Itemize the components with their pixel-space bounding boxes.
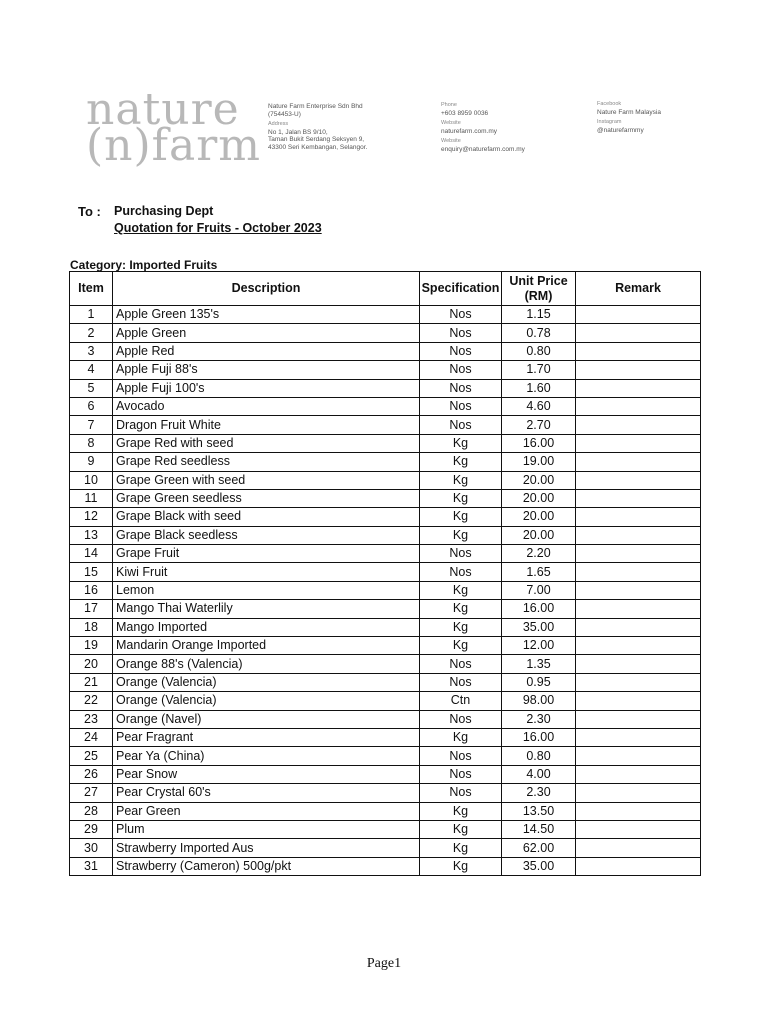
- remark-cell: [576, 839, 701, 857]
- table-row: [70, 342, 701, 360]
- specification-cell: Kg: [420, 600, 502, 618]
- remark-cell: [576, 673, 701, 691]
- specification-cell: Kg: [420, 508, 502, 526]
- description-cell: Orange (Valencia): [113, 673, 420, 691]
- item-cell: 12: [70, 508, 113, 526]
- item-cell: 5: [70, 379, 113, 397]
- specification-cell: Kg: [420, 471, 502, 489]
- item-cell: 4: [70, 361, 113, 379]
- specification-cell: Kg: [420, 489, 502, 507]
- company-name: Nature Farm Enterprise Sdn Bhd: [268, 103, 363, 110]
- remark-cell: [576, 692, 701, 710]
- specification-cell: Nos: [420, 784, 502, 802]
- remark-cell: [576, 489, 701, 507]
- social-block: [597, 101, 661, 134]
- remark-cell: [576, 820, 701, 838]
- category-title: Category: Imported Fruits: [70, 258, 218, 272]
- item-cell: 20: [70, 655, 113, 673]
- description-cell: Kiwi Fruit: [113, 563, 420, 581]
- specification-cell: Kg: [420, 526, 502, 544]
- specification-cell: Kg: [420, 453, 502, 471]
- facebook-label: Facebook: [597, 101, 622, 107]
- table-row: [70, 655, 701, 673]
- header-item: Item: [70, 272, 113, 306]
- description-cell: Mango Imported: [113, 618, 420, 636]
- specification-cell: Nos: [420, 361, 502, 379]
- description-cell: Apple Fuji 100's: [113, 379, 420, 397]
- table-row: [70, 453, 701, 471]
- table-row: [70, 637, 701, 655]
- table-row: [70, 361, 701, 379]
- specification-cell: Nos: [420, 655, 502, 673]
- quotation-subject: Quotation for Fruits - October 2023: [114, 221, 322, 235]
- header-unit-price-line2: (RM): [524, 288, 553, 303]
- description-cell: Orange 88's (Valencia): [113, 655, 420, 673]
- specification-cell: Kg: [420, 820, 502, 838]
- item-cell: 31: [70, 857, 113, 875]
- remark-cell: [576, 581, 701, 599]
- unit-price-cell: 0.80: [502, 747, 576, 765]
- table-row: [70, 673, 701, 691]
- table-row: [70, 747, 701, 765]
- specification-cell: Ctn: [420, 692, 502, 710]
- item-cell: 23: [70, 710, 113, 728]
- table-row: [70, 526, 701, 544]
- quotation-table: [69, 271, 701, 876]
- description-cell: Grape Black with seed: [113, 508, 420, 526]
- description-cell: Grape Red with seed: [113, 434, 420, 452]
- instagram-label: Instagram: [597, 119, 622, 126]
- table-row: [70, 563, 701, 581]
- item-cell: 19: [70, 637, 113, 655]
- table-row: [70, 600, 701, 618]
- unit-price-cell: 35.00: [502, 618, 576, 636]
- description-cell: Pear Crystal 60's: [113, 784, 420, 802]
- description-cell: Lemon: [113, 581, 420, 599]
- unit-price-cell: 1.65: [502, 563, 576, 581]
- remark-cell: [576, 434, 701, 452]
- unit-price-cell: 13.50: [502, 802, 576, 820]
- description-cell: Apple Fuji 88's: [113, 361, 420, 379]
- specification-cell: Nos: [420, 324, 502, 342]
- address-line-1: No 1, Jalan BS 9/10,: [268, 128, 328, 136]
- description-cell: Mango Thai Waterlily: [113, 600, 420, 618]
- specification-cell: Kg: [420, 857, 502, 875]
- unit-price-cell: 4.60: [502, 397, 576, 415]
- remark-cell: [576, 655, 701, 673]
- item-cell: 25: [70, 747, 113, 765]
- table-row: [70, 728, 701, 746]
- unit-price-cell: 16.00: [502, 434, 576, 452]
- instagram-value: @naturefarmmy: [597, 126, 644, 134]
- table-row: [70, 397, 701, 415]
- specification-cell: Nos: [420, 765, 502, 783]
- header-unit-price-line1: Unit Price: [509, 273, 568, 288]
- item-cell: 18: [70, 618, 113, 636]
- table-row: [70, 324, 701, 342]
- item-cell: 2: [70, 324, 113, 342]
- specification-cell: Nos: [420, 397, 502, 415]
- specification-cell: Kg: [420, 618, 502, 636]
- description-cell: Grape Fruit: [113, 545, 420, 563]
- unit-price-cell: 20.00: [502, 526, 576, 544]
- description-cell: Strawberry (Cameron) 500g/pkt: [113, 857, 420, 875]
- description-cell: Plum: [113, 820, 420, 838]
- unit-price-cell: 20.00: [502, 508, 576, 526]
- specification-cell: Nos: [420, 563, 502, 581]
- table-row: [70, 710, 701, 728]
- specification-cell: Nos: [420, 379, 502, 397]
- unit-price-cell: 62.00: [502, 839, 576, 857]
- remark-cell: [576, 306, 701, 324]
- item-cell: 1: [70, 306, 113, 324]
- description-cell: Grape Green with seed: [113, 471, 420, 489]
- facebook-value: Nature Farm Malaysia: [597, 108, 661, 116]
- remark-cell: [576, 600, 701, 618]
- specification-cell: Kg: [420, 839, 502, 857]
- specification-cell: Kg: [420, 802, 502, 820]
- remark-cell: [576, 857, 701, 875]
- item-cell: 26: [70, 765, 113, 783]
- phone-value: +603 8959 0036: [441, 109, 489, 117]
- contact-block: [441, 102, 525, 154]
- logo-line-1: nature: [86, 84, 240, 135]
- table-row: [70, 618, 701, 636]
- email-value: enquiry@naturefarm.com.my: [441, 145, 525, 153]
- table-row: [70, 306, 701, 324]
- unit-price-cell: 1.70: [502, 361, 576, 379]
- specification-cell: Kg: [420, 581, 502, 599]
- table-row: [70, 692, 701, 710]
- website-label: Website: [441, 120, 461, 127]
- address-label: Address: [268, 121, 289, 128]
- specification-cell: Nos: [420, 747, 502, 765]
- specification-cell: Nos: [420, 416, 502, 434]
- item-cell: 15: [70, 563, 113, 581]
- remark-cell: [576, 397, 701, 415]
- unit-price-cell: 19.00: [502, 453, 576, 471]
- table-row: [70, 784, 701, 802]
- table-row: [70, 434, 701, 452]
- table-row: [70, 820, 701, 838]
- table-row: [70, 379, 701, 397]
- remark-cell: [576, 563, 701, 581]
- description-cell: Grape Black seedless: [113, 526, 420, 544]
- website-value: naturefarm.com.my: [441, 127, 497, 135]
- specification-cell: Nos: [420, 342, 502, 360]
- unit-price-cell: 4.00: [502, 765, 576, 783]
- description-cell: Dragon Fruit White: [113, 416, 420, 434]
- unit-price-cell: 0.78: [502, 324, 576, 342]
- remark-cell: [576, 416, 701, 434]
- remark-cell: [576, 710, 701, 728]
- email-label: Website: [441, 138, 461, 145]
- specification-cell: Kg: [420, 728, 502, 746]
- specification-cell: Nos: [420, 710, 502, 728]
- logo-line-2: (n)farm: [86, 120, 261, 171]
- description-cell: Pear Green: [113, 802, 420, 820]
- item-cell: 9: [70, 453, 113, 471]
- recipient-dept: Purchasing Dept: [114, 204, 214, 218]
- description-cell: Apple Green: [113, 324, 420, 342]
- item-cell: 7: [70, 416, 113, 434]
- address-line-2: Taman Bukit Serdang Seksyen 9,: [268, 136, 365, 144]
- item-cell: 16: [70, 581, 113, 599]
- unit-price-cell: 2.20: [502, 545, 576, 563]
- table-header-row: [70, 272, 701, 306]
- unit-price-cell: 0.95: [502, 673, 576, 691]
- remark-cell: [576, 526, 701, 544]
- specification-cell: Kg: [420, 434, 502, 452]
- table-row: [70, 545, 701, 563]
- unit-price-cell: 2.30: [502, 784, 576, 802]
- company-logo: [86, 84, 261, 171]
- unit-price-cell: 2.70: [502, 416, 576, 434]
- item-cell: 22: [70, 692, 113, 710]
- remark-cell: [576, 453, 701, 471]
- unit-price-cell: 16.00: [502, 728, 576, 746]
- description-cell: Avocado: [113, 397, 420, 415]
- remark-cell: [576, 728, 701, 746]
- item-cell: 24: [70, 728, 113, 746]
- remark-cell: [576, 361, 701, 379]
- address-line-3: 43300 Seri Kembangan, Selangor.: [268, 143, 368, 151]
- unit-price-cell: 2.30: [502, 710, 576, 728]
- unit-price-cell: 1.60: [502, 379, 576, 397]
- item-cell: 6: [70, 397, 113, 415]
- unit-price-cell: 7.00: [502, 581, 576, 599]
- header-unit-price: [502, 272, 576, 306]
- specification-cell: Nos: [420, 673, 502, 691]
- specification-cell: Nos: [420, 545, 502, 563]
- item-cell: 29: [70, 820, 113, 838]
- page-number: Page1: [366, 956, 402, 971]
- item-cell: 17: [70, 600, 113, 618]
- item-cell: 14: [70, 545, 113, 563]
- company-address-block: [268, 103, 367, 152]
- unit-price-cell: 98.00: [502, 692, 576, 710]
- remark-cell: [576, 637, 701, 655]
- remark-cell: [576, 471, 701, 489]
- remark-cell: [576, 784, 701, 802]
- unit-price-cell: 14.50: [502, 820, 576, 838]
- table-row: [70, 857, 701, 875]
- item-cell: 10: [70, 471, 113, 489]
- specification-cell: Kg: [420, 637, 502, 655]
- unit-price-cell: 1.15: [502, 306, 576, 324]
- remark-cell: [576, 765, 701, 783]
- table-row: [70, 802, 701, 820]
- item-cell: 28: [70, 802, 113, 820]
- description-cell: Orange (Navel): [113, 710, 420, 728]
- remark-cell: [576, 545, 701, 563]
- item-cell: 11: [70, 489, 113, 507]
- description-cell: Apple Red: [113, 342, 420, 360]
- description-cell: Pear Ya (China): [113, 747, 420, 765]
- remark-cell: [576, 324, 701, 342]
- description-cell: Grape Red seedless: [113, 453, 420, 471]
- remark-cell: [576, 747, 701, 765]
- table-row: [70, 839, 701, 857]
- table-row: [70, 471, 701, 489]
- unit-price-cell: 20.00: [502, 471, 576, 489]
- unit-price-cell: 16.00: [502, 600, 576, 618]
- header-specification: Specification: [420, 272, 502, 306]
- remark-cell: [576, 342, 701, 360]
- item-cell: 27: [70, 784, 113, 802]
- description-cell: Mandarin Orange Imported: [113, 637, 420, 655]
- remark-cell: [576, 802, 701, 820]
- unit-price-cell: 12.00: [502, 637, 576, 655]
- table-row: [70, 581, 701, 599]
- header-remark: Remark: [576, 272, 701, 306]
- table-row: [70, 765, 701, 783]
- unit-price-cell: 0.80: [502, 342, 576, 360]
- description-cell: Pear Snow: [113, 765, 420, 783]
- item-cell: 13: [70, 526, 113, 544]
- remark-cell: [576, 618, 701, 636]
- item-cell: 8: [70, 434, 113, 452]
- description-cell: Strawberry Imported Aus: [113, 839, 420, 857]
- item-cell: 3: [70, 342, 113, 360]
- description-cell: Pear Fragrant: [113, 728, 420, 746]
- remark-cell: [576, 379, 701, 397]
- unit-price-cell: 1.35: [502, 655, 576, 673]
- table-row: [70, 508, 701, 526]
- description-cell: Grape Green seedless: [113, 489, 420, 507]
- description-cell: Orange (Valencia): [113, 692, 420, 710]
- remark-cell: [576, 508, 701, 526]
- to-label: To :: [78, 204, 101, 219]
- description-cell: Apple Green 135's: [113, 306, 420, 324]
- table-row: [70, 416, 701, 434]
- header-description: Description: [113, 272, 420, 306]
- table-row: [70, 489, 701, 507]
- item-cell: 30: [70, 839, 113, 857]
- company-reg-no: (754453-U): [268, 110, 301, 118]
- item-cell: 21: [70, 673, 113, 691]
- phone-label: Phone: [441, 102, 457, 108]
- specification-cell: Nos: [420, 306, 502, 324]
- unit-price-cell: 20.00: [502, 489, 576, 507]
- unit-price-cell: 35.00: [502, 857, 576, 875]
